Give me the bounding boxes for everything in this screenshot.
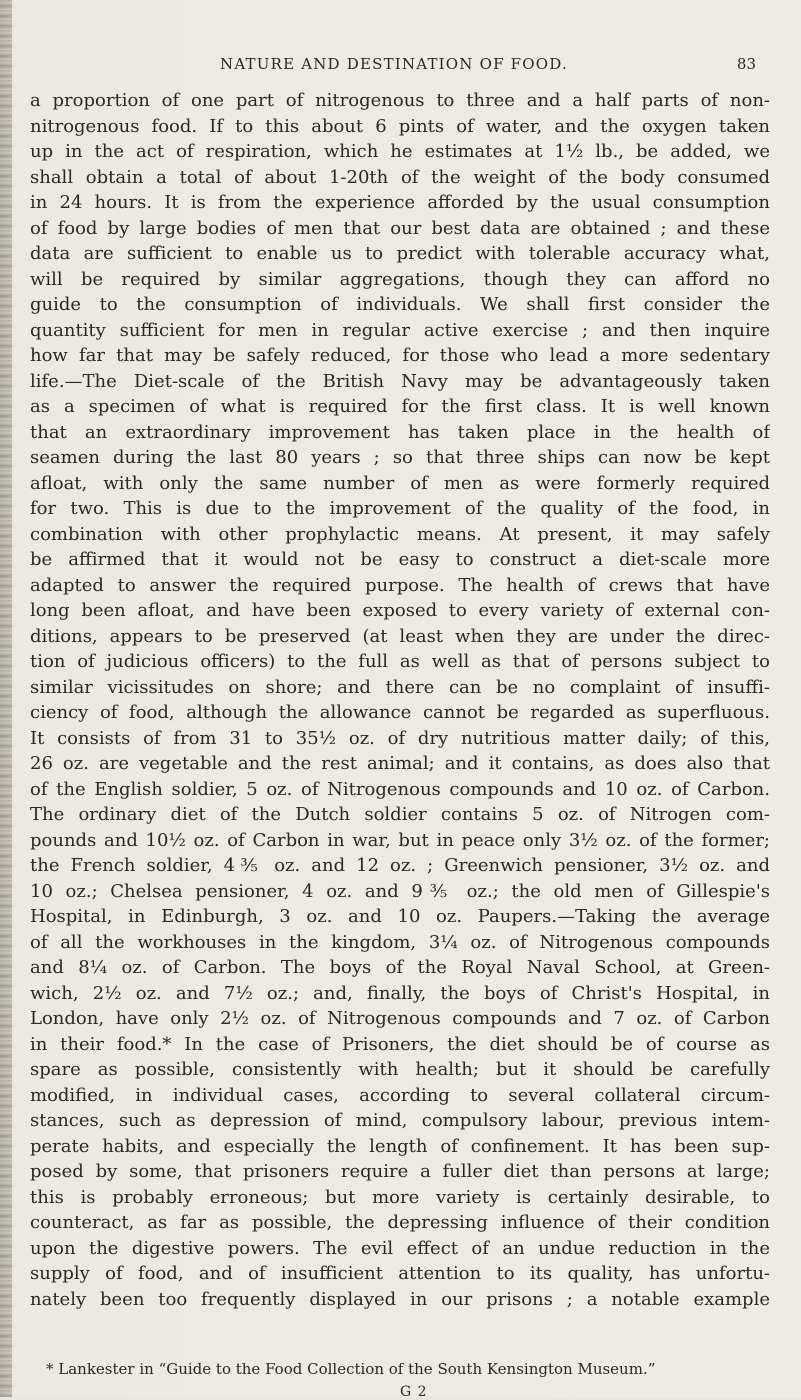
binding-gutter: [0, 0, 12, 1397]
text-line: wich, 2½ oz. and 7½ oz.; and, finally, the boys of Christ's Hospital, in: [30, 982, 770, 1004]
text-line: adapted to answer the required purpose. The health of crews that have: [30, 574, 770, 596]
text-line: spare as possible, consistently with health; but it should be carefully: [30, 1059, 770, 1080]
text-line: supply of food, and of insufficient attention to its quality, has unfortu-: [30, 1263, 770, 1284]
text-line: pounds and 10½ oz. of Carbon in war, but in peace only 3½ oz. of the former;: [30, 829, 770, 851]
text-line: tion of judicious officers) to the full as well as that of persons subject to: [30, 651, 770, 672]
text-line: afloat, with only the same number of men as were formerly required: [30, 472, 770, 494]
text-line: nitrogenous food. If to this about 6 pints of water, and the oxygen taken: [30, 115, 770, 137]
text-line: how far that may be safely reduced, for those who lead a more sedentary: [30, 345, 770, 366]
text-line: a proportion of one part of nitrogenous to three and a half parts of non-: [30, 90, 770, 111]
text-line: life.—The Diet-scale of the British Navy may be advantageously taken: [30, 370, 770, 392]
text-line: that an extraordinary improvement has taken place in the health of: [30, 421, 770, 443]
text-line: data are sufficient to enable us to predict with tolerable accuracy what,: [30, 243, 770, 264]
text-line: counteract, as far as possible, the depressing influence of their condition: [30, 1212, 770, 1233]
text-line: in their food.* In the case of Prisoners, the diet should be of course as: [30, 1033, 770, 1055]
text-line: stances, such as depression of mind, compulsory labour, previous intem-: [30, 1110, 770, 1131]
text-line: modified, in individual cases, according to several collateral circum-: [30, 1084, 770, 1106]
text-line: 10 oz.; Chelsea pensioner, 4 oz. and 9⅗ oz.; the old men of Gillespie's: [30, 880, 770, 902]
text-line: up in the act of respiration, which he estimates at 1½ lb., be added, we: [30, 141, 770, 162]
text-line: long been afloat, and have been exposed to every variety of external con-: [30, 600, 770, 621]
text-line: guide to the consumption of individuals. We shall first consider the: [30, 294, 770, 315]
signature-mark: G 2: [400, 1384, 428, 1400]
text-line: posed by some, that prisoners require a fuller diet than persons at large;: [30, 1161, 770, 1182]
text-line: 26 oz. are vegetable and the rest animal; and it contains, as does also that: [30, 753, 770, 774]
text-line: combination with other prophylactic means. At present, it may safely: [30, 523, 770, 545]
text-line: It consists of from 31 to 35½ oz. of dry nutritious matter daily; of this,: [30, 727, 770, 749]
text-line: and 8¼ oz. of Carbon. The boys of the Royal Naval School, at Green-: [30, 957, 770, 978]
text-line: quantity sufficient for men in regular active exercise ; and then inquire: [30, 319, 770, 341]
text-line: shall obtain a total of about 1-20th of the weight of the body consumed: [30, 166, 770, 188]
text-line: ditions, appears to be preserved (at least when they are under the direc-: [30, 625, 770, 647]
body-text: [30, 88, 770, 1312]
text-line: of the English soldier, 5 oz. of Nitrogenous compounds and 10 oz. of Carbon.: [30, 778, 770, 800]
text-line: will be required by similar aggregations, though they can afford no: [30, 268, 770, 290]
text-line: perate habits, and especially the length of confinement. It has been sup-: [30, 1135, 770, 1157]
text-line: of food by large bodies of men that our best data are obtained ; and these: [30, 217, 770, 239]
text-line: upon the digestive powers. The evil effect of an undue reduction in the: [30, 1237, 770, 1259]
footnote: * Lankester in “Guide to the Food Collection of the South Kensington Museum.”: [46, 1360, 656, 1378]
text-line: nately been too frequently displayed in our prisons ; a notable example: [30, 1288, 770, 1310]
text-line: seamen during the last 80 years ; so that three ships can now be kept: [30, 447, 770, 468]
text-line: as a specimen of what is required for the first class. It is well known: [30, 396, 770, 417]
text-line: this is probably erroneous; but more variety is certainly desirable, to: [30, 1186, 770, 1208]
text-line: in 24 hours. It is from the experience afforded by the usual consumption: [30, 192, 770, 213]
page-header: [150, 55, 756, 77]
text-line: similar vicissitudes on shore; and there can be no complaint of insuffi-: [30, 676, 770, 698]
text-line: be affirmed that it would not be easy to construct a diet-scale more: [30, 549, 770, 570]
text-line: ciency of food, although the allowance cannot be regarded as superfluous.: [30, 702, 770, 723]
page-number: 83: [736, 55, 756, 73]
text-line: of all the workhouses in the kingdom, 3¼ oz. of Nitrogenous compounds: [30, 931, 770, 953]
text-line: The ordinary diet of the Dutch soldier contains 5 oz. of Nitrogen com-: [30, 804, 770, 825]
text-line: the French soldier, 4⅗ oz. and 12 oz. ; Greenwich pensioner, 3½ oz. and: [30, 855, 770, 876]
text-line: for two. This is due to the improvement of the quality of the food, in: [30, 498, 770, 519]
running-head: NATURE AND DESTINATION OF FOOD.: [220, 55, 568, 73]
text-line: London, have only 2½ oz. of Nitrogenous compounds and 7 oz. of Carbon: [30, 1008, 770, 1029]
text-line: Hospital, in Edinburgh, 3 oz. and 10 oz. Paupers.—Taking the average: [30, 906, 770, 927]
